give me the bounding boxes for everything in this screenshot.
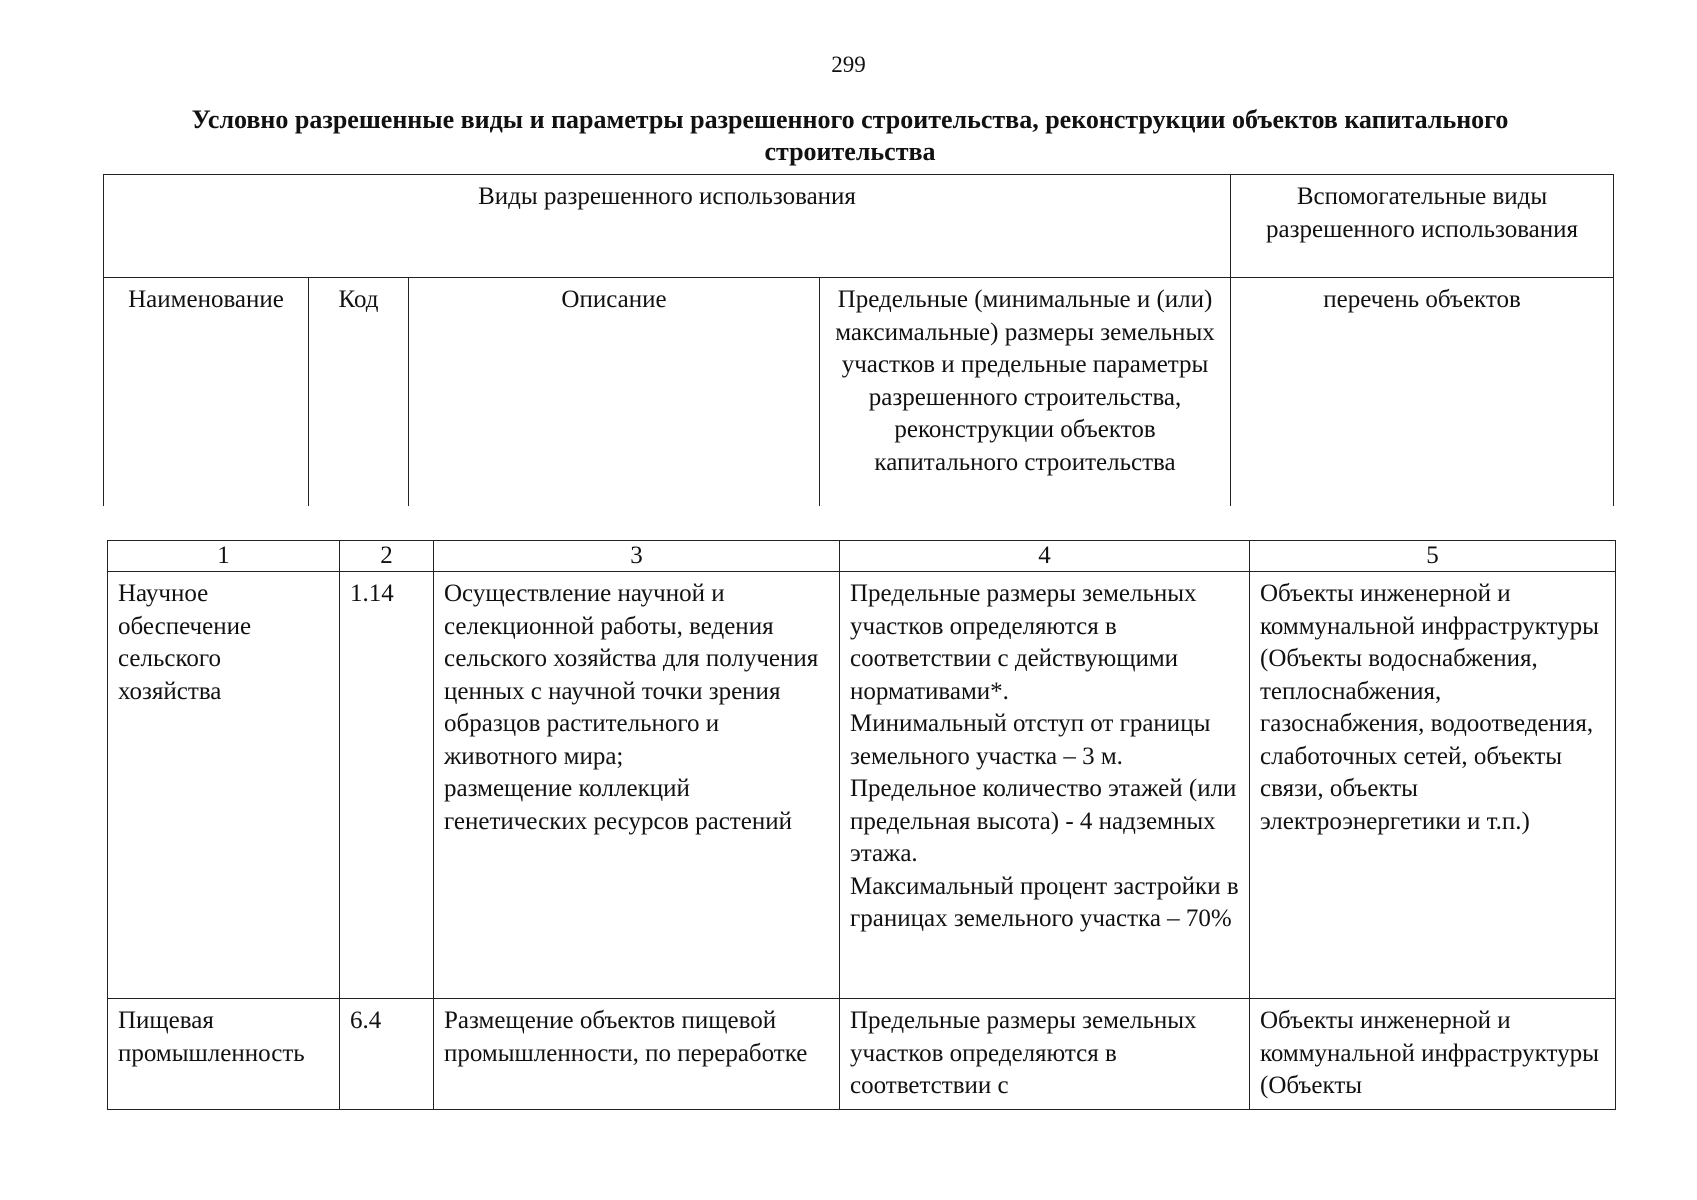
page-number: 299 — [831, 52, 866, 77]
header-col-code: Код — [309, 278, 409, 507]
row-description-cell — [434, 999, 840, 1110]
row-aux-cell: Объекты инженерной и коммунальной инфраструктуры (Объекты водоснабжения, теплоснабжения, газоснабжения, водоотведения, слаботочных сетей, объекты связи, объекты электроэнергетики и т.п.) — [1250, 572, 1616, 999]
row-aux-cell: Объекты инженерной и коммунальной инфраструктуры (Объекты — [1250, 999, 1616, 1110]
description-line: размещение коллекций генетических ресурсов растений — [444, 775, 792, 835]
column-number-row — [108, 541, 1616, 572]
row-name-cell: Пищевая промышленность — [108, 999, 340, 1110]
row-code-cell: 1.14 — [340, 572, 434, 999]
header-col-name: Наименование — [104, 278, 309, 507]
header-auxiliary-uses: Вспомогательные виды разрешенного использования — [1231, 175, 1614, 278]
row-description-cell — [434, 572, 840, 999]
row-params-cell — [840, 999, 1250, 1110]
header-col-params: Предельные (минимальные и (или) максимальные) размеры земельных участков и предельные параметры разрешенного строительства, реконструкции объектов капитального строительства — [820, 278, 1231, 507]
header-col-description: Описание — [409, 278, 820, 507]
column-number: 1 — [108, 541, 340, 572]
description-line: Размещение объектов пищевой промышленности, по переработке — [444, 1007, 808, 1067]
params-line: Предельные размеры земельных участков определяются в соответствии с действующими нормативами*. — [850, 580, 1197, 705]
column-number: 5 — [1250, 541, 1616, 572]
row-code-cell: 6.4 — [340, 999, 434, 1110]
table-row — [108, 572, 1616, 999]
params-line: Минимальный отступ от границы земельного участка – 3 м. — [850, 710, 1211, 770]
row-name-cell: Научное обеспечение сельского хозяйства — [108, 572, 340, 999]
description-line: Осуществление научной и селекционной работы, ведения сельского хозяйства для получения ценных с научной точки зрения образцов растительного и животного мира; — [444, 580, 819, 770]
data-table — [107, 540, 1616, 1110]
column-number: 3 — [434, 541, 840, 572]
table-row — [108, 999, 1616, 1110]
column-number: 2 — [340, 541, 434, 572]
header-col-aux-list: перечень объектов — [1231, 278, 1614, 507]
header-table — [103, 174, 1614, 506]
column-number: 4 — [840, 541, 1250, 572]
row-params-cell — [840, 572, 1250, 999]
params-line: Предельное количество этажей (или предельная высота) - 4 надземных этажа. — [850, 775, 1237, 867]
params-line: Максимальный процент застройки в границах земельного участка – 70% — [850, 872, 1239, 932]
params-line: Предельные размеры земельных участков определяются в соответствии с — [850, 1007, 1197, 1099]
document-title: Условно разрешенные виды и параметры разрешенного строительства, реконструкции объектов капитального строительства — [191, 105, 1509, 166]
header-permitted-uses: Виды разрешенного использования — [104, 175, 1231, 278]
